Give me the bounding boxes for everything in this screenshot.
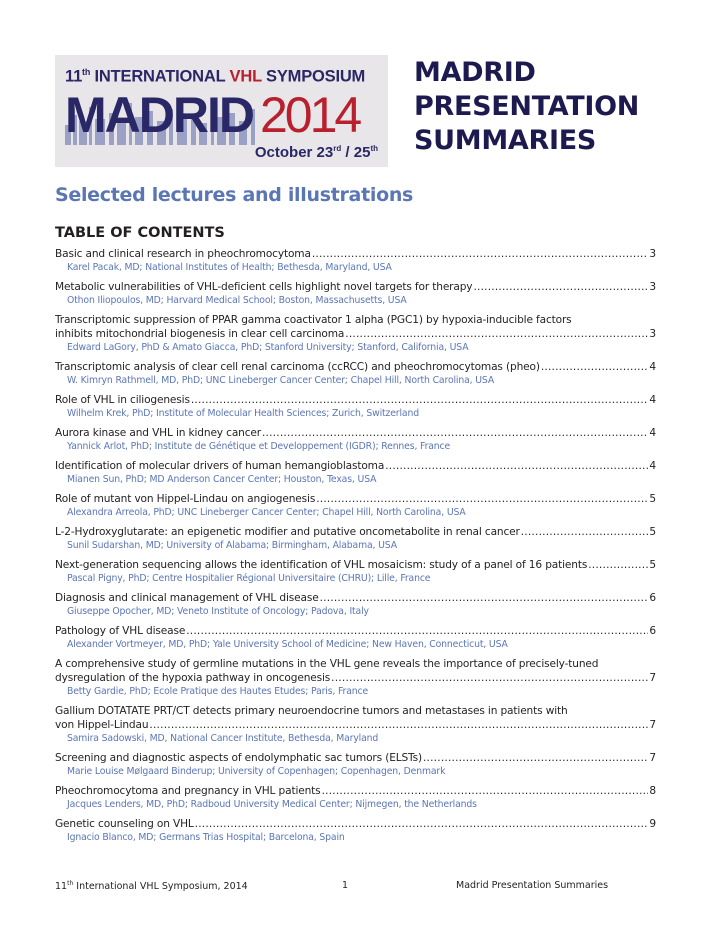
toc-entry-title-row — [55, 784, 656, 798]
toc-entry-title-first-line: Gallium DOTATATE PRT/CT detects primary neuroendocrine tumors and metastases in patients with — [55, 705, 568, 717]
toc-entry-page: 7 — [649, 752, 656, 764]
toc-entry[interactable] — [55, 704, 656, 745]
toc-entry-title-row — [55, 280, 656, 294]
toc-entry-title-row — [55, 751, 656, 765]
toc-entry-title: Aurora kinase and VHL in kidney cancer — [55, 427, 261, 439]
toc-entry[interactable] — [55, 591, 656, 618]
toc-leader-dots — [345, 327, 648, 341]
banner-symposium-name: 11th INTERNATIONAL VHL SYMPOSIUM — [65, 67, 366, 86]
toc-entry-page: 7 — [649, 719, 656, 731]
toc-entry[interactable] — [55, 426, 656, 453]
toc-entry-page: 7 — [649, 672, 656, 684]
document-title-line: MADRID — [414, 57, 536, 88]
banner-year: 2014 — [260, 87, 360, 143]
toc-entry-author: W. Kimryn Rathmell, MD, PhD; UNC Lineberger Cancer Center; Chapel Hill, North Carolina, USA — [67, 375, 495, 386]
toc-entry-page: 9 — [649, 818, 656, 830]
toc-entry-page: 5 — [649, 493, 656, 505]
toc-entry-author: Alexander Vortmeyer, MD, PhD; Yale University School of Medicine; New Haven, Connecticut, USA — [67, 639, 508, 650]
toc-entry[interactable] — [55, 624, 656, 651]
toc-entry-title: Role of VHL in ciliogenesis — [55, 394, 190, 406]
toc-entry[interactable] — [55, 817, 656, 844]
toc-entry-title-row — [55, 671, 656, 685]
toc-leader-dots — [322, 784, 649, 798]
toc-entry-title-row — [55, 426, 656, 440]
toc-entry-page: 4 — [649, 361, 656, 373]
toc-entry-page: 6 — [649, 625, 656, 637]
toc-entry-title: Metabolic vulnerabilities of VHL-deficient cells highlight novel targets for therapy — [55, 281, 473, 293]
toc-entry[interactable] — [55, 784, 656, 811]
toc-entry-title-row — [55, 718, 656, 732]
toc-entry-page: 4 — [649, 427, 656, 439]
toc-entry-page: 3 — [649, 281, 656, 293]
toc-entry-author: Othon Iliopoulos, MD; Harvard Medical School; Boston, Massachusetts, USA — [67, 295, 407, 306]
footer-page-number: 1 — [342, 880, 349, 891]
toc-entry-author: Mianen Sun, PhD; MD Anderson Cancer Center; Houston, Texas, USA — [67, 474, 377, 485]
toc-entry-page: 8 — [649, 785, 656, 797]
toc-entry[interactable] — [55, 280, 656, 307]
toc-entry[interactable] — [55, 459, 656, 486]
toc-entry-title-row — [55, 591, 656, 605]
toc-entry-title: Screening and diagnostic aspects of endolymphatic sac tumors (ELSTs) — [55, 752, 422, 764]
symposium-banner-logo — [55, 55, 388, 167]
toc-entry-author: Giuseppe Opocher, MD; Veneto Institute of Oncology; Padova, Italy — [67, 606, 369, 617]
toc-leader-dots — [191, 393, 649, 407]
toc-entry-title-row — [55, 492, 656, 506]
toc-entry-page: 5 — [649, 559, 656, 571]
toc-entry-author: Sunil Sudarshan, MD; University of Alabama; Birmingham, Alabama, USA — [67, 540, 397, 551]
toc-entry-author: Yannick Arlot, PhD; Institute de Génétique et Developpement (IGDR); Rennes, France — [67, 441, 451, 452]
toc-leader-dots — [186, 624, 648, 638]
toc-entry-title-row — [55, 624, 656, 638]
banner-city-name: MADRID — [65, 87, 253, 143]
toc-entry[interactable] — [55, 360, 656, 387]
toc-entry-author: Jacques Lenders, MD, PhD; Radboud University Medical Center; Nijmegen, the Netherlands — [67, 799, 477, 810]
toc-leader-dots — [521, 525, 649, 539]
toc-entry-page: 3 — [649, 248, 656, 260]
toc-leader-dots — [316, 492, 648, 506]
toc-entry-author: Ignacio Blanco, MD; Germans Trias Hospital; Barcelona, Spain — [67, 832, 345, 843]
toc-entry-author: Samira Sadowski, MD, National Cancer Institute, Bethesda, Maryland — [67, 733, 379, 744]
toc-entry-author: Pascal Pigny, PhD; Centre Hospitalier Régional Universitaire (CHRU); Lille, France — [67, 573, 431, 584]
toc-entry-title: Pathology of VHL disease — [55, 625, 186, 637]
toc-entry[interactable] — [55, 558, 656, 585]
toc-leader-dots — [320, 591, 649, 605]
footer-document-name: Madrid Presentation Summaries — [456, 880, 609, 891]
toc-entry-title: Pheochromocytoma and pregnancy in VHL patients — [55, 785, 321, 797]
toc-entry-title: Next-generation sequencing allows the identification of VHL mosaicism: study of a panel of 16 patients — [55, 559, 588, 571]
toc-leader-dots — [541, 360, 649, 374]
toc-entry-title-row — [55, 247, 656, 261]
toc-entry[interactable] — [55, 313, 656, 354]
toc-entry-title-row — [55, 817, 656, 831]
toc-entry-title: dysregulation of the hypoxia pathway in oncogenesis — [55, 672, 331, 684]
toc-leader-dots — [312, 247, 649, 261]
toc-entry-title-row — [55, 327, 656, 341]
toc-leader-dots — [588, 558, 648, 572]
toc-entry-title-first-line: A comprehensive study of germline mutations in the VHL gene reveals the importance of precisely-tuned — [55, 658, 599, 670]
footer-symposium: 11th International VHL Symposium, 2014 — [55, 880, 248, 893]
toc-leader-dots — [331, 671, 648, 685]
document-title — [414, 56, 704, 158]
toc-entry-author: Betty Gardie, PhD; Ecole Pratique des Hautes Etudes; Paris, France — [67, 686, 369, 697]
toc-leader-dots — [195, 817, 649, 831]
toc-entry[interactable] — [55, 525, 656, 552]
toc-entry-title: Role of mutant von Hippel-Lindau on angiogenesis — [55, 493, 316, 505]
table-of-contents — [55, 247, 656, 850]
toc-entry[interactable] — [55, 247, 656, 274]
toc-entry-page: 4 — [649, 394, 656, 406]
banner-dates: October 23rd / 25th — [254, 144, 378, 161]
toc-entry-title-row — [55, 558, 656, 572]
toc-entry-author: Alexandra Arreola, PhD; UNC Lineberger Cancer Center; Chapel Hill, North Carolina, USA — [67, 507, 466, 518]
toc-heading: TABLE OF CONTENTS — [55, 225, 225, 241]
toc-entry-title: inhibits mitochondrial biogenesis in clear cell carcinoma — [55, 328, 345, 340]
toc-entry-title-first-line: Transcriptomic suppression of PPAR gamma coactivator 1 alpha (PGC1) by hypoxia-inducible factors — [55, 314, 572, 326]
toc-leader-dots — [262, 426, 648, 440]
toc-entry-title: von Hippel-Lindau — [55, 719, 149, 731]
document-title-line: PRESENTATION — [414, 91, 640, 122]
toc-entry-author: Edward LaGory, PhD & Amato Giacca, PhD; Stanford University; Stanford, California, USA — [67, 342, 469, 353]
toc-leader-dots — [385, 459, 648, 473]
toc-entry-title: Diagnosis and clinical management of VHL disease — [55, 592, 319, 604]
toc-entry-title-row — [55, 459, 656, 473]
toc-entry-title: Genetic counseling on VHL — [55, 818, 194, 830]
toc-entry-author: Marie Louise Mølgaard Binderup; University of Copenhagen; Copenhagen, Denmark — [67, 766, 446, 777]
toc-entry-title: Basic and clinical research in pheochromocytoma — [55, 248, 311, 260]
toc-leader-dots — [149, 718, 648, 732]
toc-leader-dots — [423, 751, 648, 765]
toc-leader-dots — [473, 280, 648, 294]
toc-entry[interactable] — [55, 657, 656, 698]
toc-entry-page: 6 — [649, 592, 656, 604]
toc-entry-title: Transcriptomic analysis of clear cell renal carcinoma (ccRCC) and pheochromocytomas (pheo) — [55, 361, 540, 373]
document-title-line: SUMMARIES — [414, 125, 597, 156]
toc-entry-title: L-2-Hydroxyglutarate: an epigenetic modifier and putative oncometabolite in renal cancer — [55, 526, 520, 538]
toc-entry[interactable] — [55, 751, 656, 778]
toc-entry-page: 4 — [649, 460, 656, 472]
page-footer — [0, 880, 720, 896]
toc-entry-author: Karel Pacak, MD; National Institutes of Health; Bethesda, Maryland, USA — [67, 262, 392, 273]
toc-entry-title-row — [55, 525, 656, 539]
toc-entry-page: 5 — [649, 526, 656, 538]
toc-entry-title: Identification of molecular drivers of human hemangioblastoma — [55, 460, 385, 472]
toc-entry[interactable] — [55, 393, 656, 420]
toc-entry-author: Wilhelm Krek, PhD; Institute of Molecular Health Sciences; Zurich, Switzerland — [67, 408, 419, 419]
document-subtitle: Selected lectures and illustrations — [55, 184, 414, 206]
toc-entry-title-row — [55, 360, 656, 374]
toc-entry-title-row — [55, 393, 656, 407]
toc-entry-page: 3 — [649, 328, 656, 340]
toc-entry[interactable] — [55, 492, 656, 519]
